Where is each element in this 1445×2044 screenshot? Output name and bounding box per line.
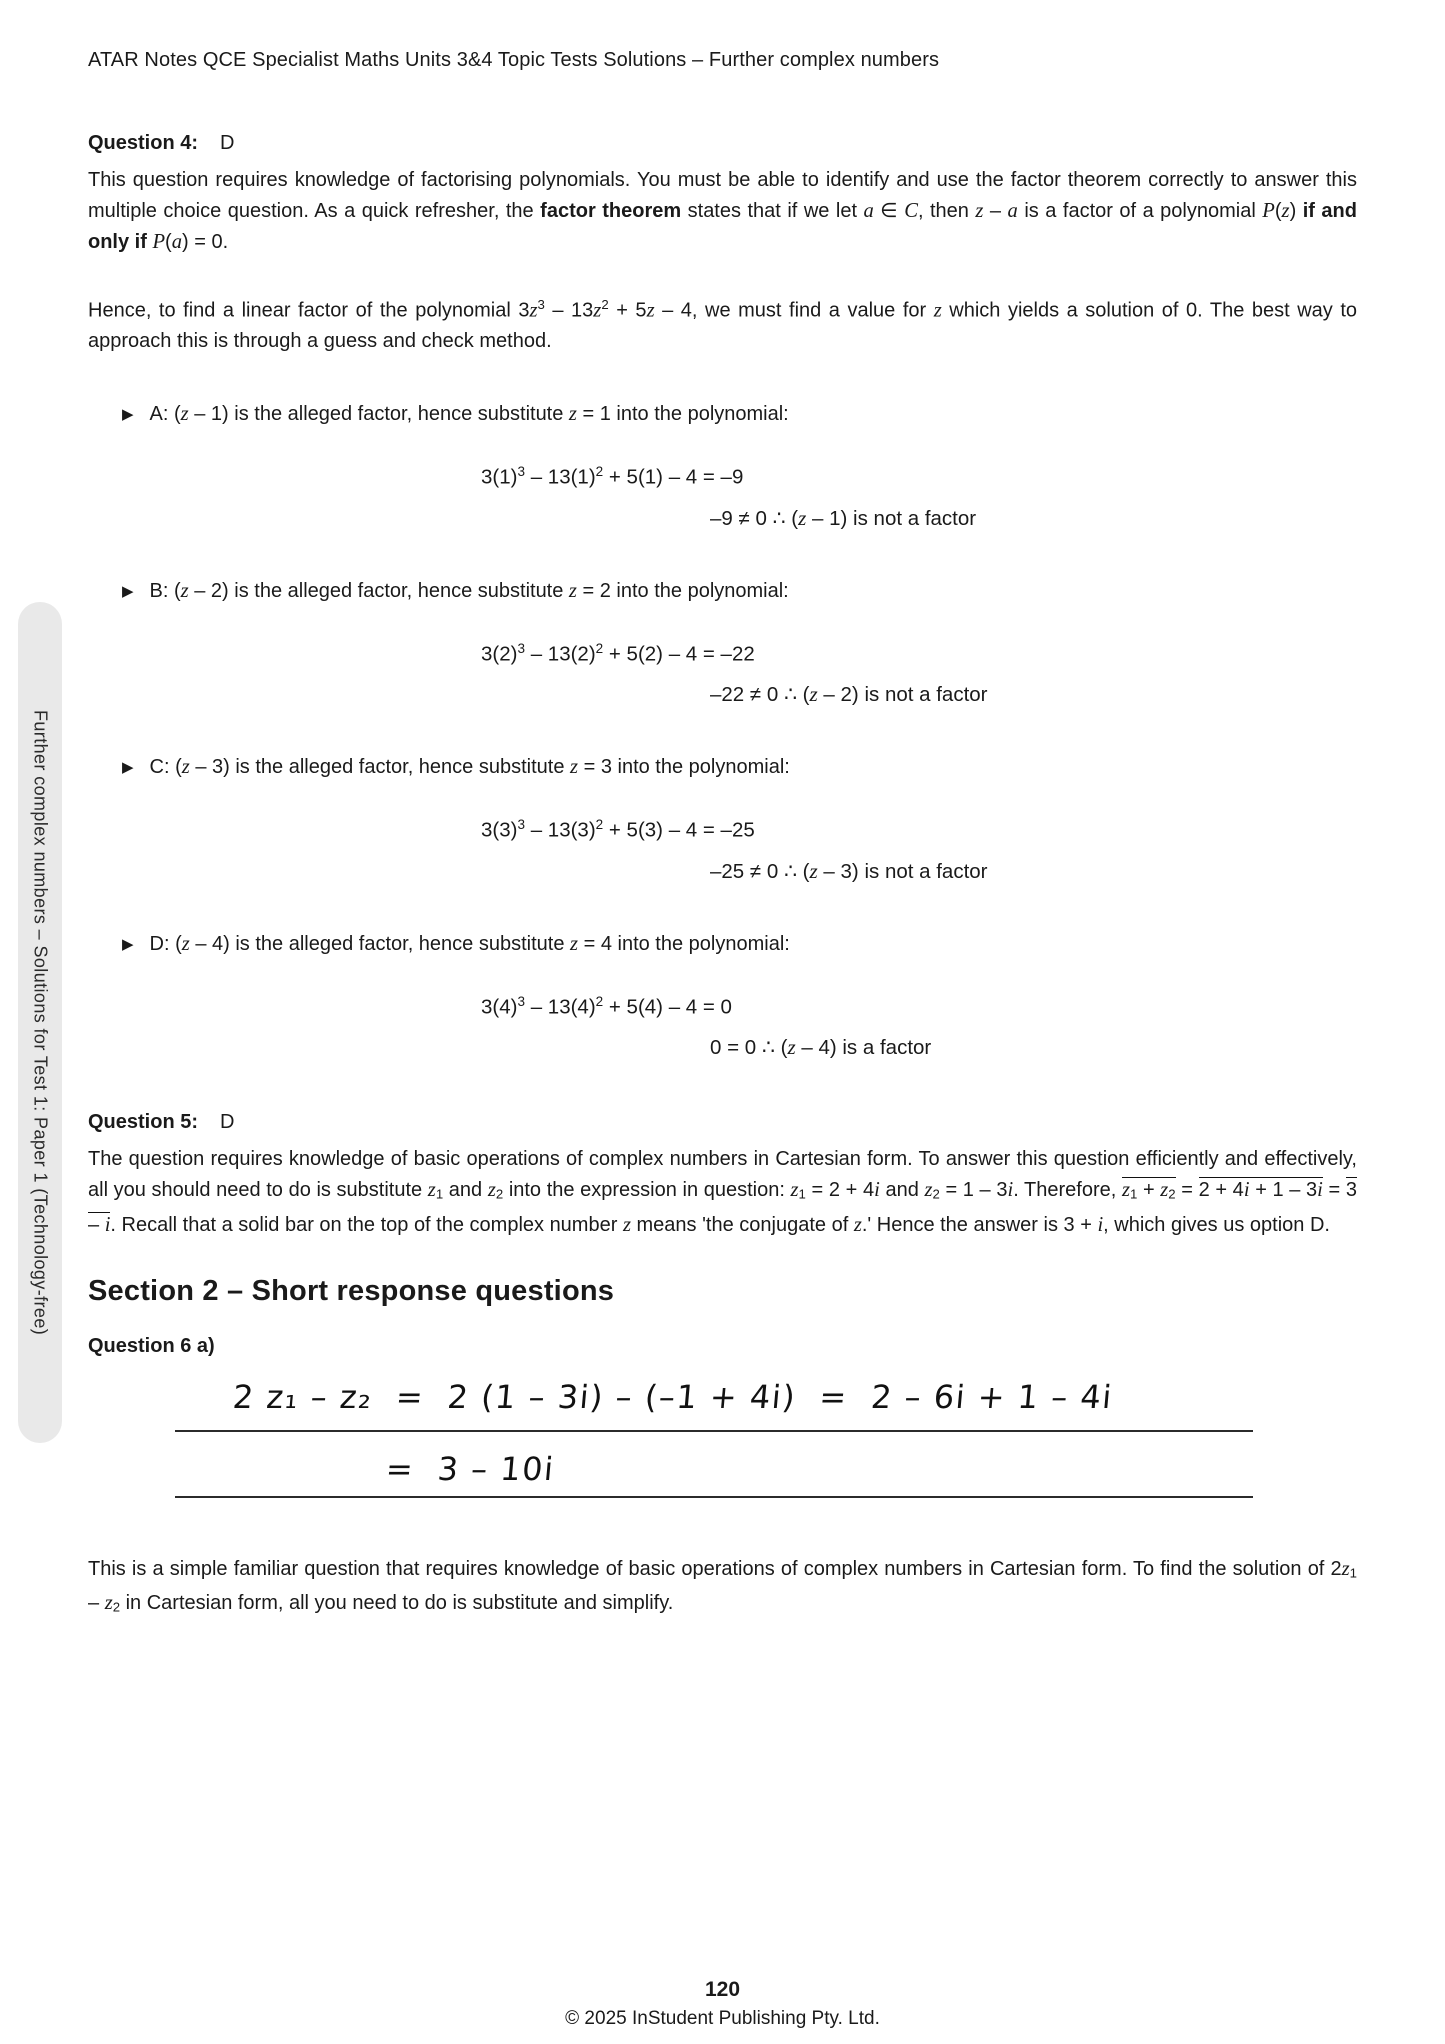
option-d-line — [122, 929, 1357, 960]
question4-intro: This question requires knowledge of factorising polynomials. You must be able to identify and use the factor theorem correctly to answer this multiple choice question. As a quick refresher, the factor theorem states that if we let a ∈ C, then z – a is a factor of a polynomial P(z) if and only if P(a) = 0. — [88, 169, 1357, 253]
option-a-equation: $3(1)^3 - 13(1)^2 + 5(1) - 4 = -9$ — [481, 464, 744, 489]
handwritten-working-text-2: = 3 – 10i — [384, 1449, 557, 1488]
option-d-text: D: (z – 4) is the alleged factor, hence substitute z = 4 into the polynomial: — [149, 932, 790, 955]
section2-heading: Section 2 – Short response questions — [88, 1274, 615, 1307]
option-b-block — [88, 576, 1357, 710]
bullet-triangle-icon: ▶ — [122, 582, 134, 600]
question4-label: Question 4: — [88, 132, 199, 154]
question6-explanation: This is a simple familiar question that requires knowledge of basic operations of complex numbers in Cartesian form. To find the solution of $2z_1 - z_2$ in Cartesian form, all you need to do is substitute and simplify. — [88, 1557, 1357, 1615]
bullet-triangle-icon: ▶ — [122, 759, 134, 777]
question5-label: Question 5: — [88, 1111, 199, 1133]
question5-body: The question requires knowledge of basic operations of complex numbers in Cartesian form. To answer this question efficiently and effectively, all you should need to do is substitute $z_1$ and $z_2$ into the expression in question: $z_1 = 2 + 4i$ and $z_2 = 1 - 3i$. Therefore, $z_1 + z_2 = 2 + 4i + 1 - 3i = 3 - i$. Recall that a solid bar on the top of the complex number z means 'the conjugate of z.' Hence the answer is 3 + i, which gives us option D. — [88, 1148, 1357, 1236]
question4-hence: Hence, to find a linear factor of the polynomial $3z^3 - 13z^2 + 5z - 4$, we must find a value for z which yields a solution of 0. The best way to approach this is through a guess and check method. — [88, 297, 1358, 353]
option-d-block — [88, 929, 1357, 1063]
handwritten-working-text-1: 2 z₁ – z₂ = 2 (1 – 3i) – (–1 + 4i) = 2 – 6i + 1 – 4i — [231, 1377, 1115, 1416]
bullet-triangle-icon: ▶ — [122, 406, 134, 424]
option-c-text: C: (z – 3) is the alleged factor, hence substitute z = 3 into the polynomial: — [149, 756, 790, 779]
option-b-text: B: (z – 2) is the alleged factor, hence substitute z = 2 into the polynomial: — [149, 579, 789, 602]
option-c-line — [122, 752, 1357, 783]
page-footer — [0, 1977, 1445, 2032]
option-b-line — [122, 576, 1357, 607]
handwritten-working-line-2 — [175, 1450, 1253, 1498]
side-tab-label: Further complex numbers – Solutions for Test 1: Paper 1 (Technology-free) — [30, 709, 51, 1336]
option-a-block — [88, 399, 1357, 533]
bullet-triangle-icon: ▶ — [122, 935, 134, 953]
question4-answer: D — [220, 132, 235, 154]
option-a-line — [122, 399, 1357, 430]
option-c-block — [88, 752, 1357, 886]
page-header-title: ATAR Notes QCE Specialist Maths Units 3&4 Topic Tests Solutions – Further complex numbers — [88, 49, 940, 71]
page-number: 120 — [704, 1978, 741, 2001]
question4-heading — [88, 128, 1357, 159]
option-c-equation: $3(3)^3 - 13(3)^2 + 5(3) - 4 = -25$ — [481, 817, 755, 842]
option-a-text: A: (z – 1) is the alleged factor, hence substitute z = 1 into the polynomial: — [149, 403, 789, 426]
question5-heading — [88, 1107, 1357, 1138]
question6-label: Question 6 a) — [88, 1334, 215, 1357]
question5-answer: D — [220, 1111, 235, 1133]
option-c-conclusion: –25 ≠ 0 ∴ (z – 3) is not a factor — [710, 858, 988, 883]
option-b-equation: $3(2)^3 - 13(2)^2 + 5(2) - 4 = -22$ — [481, 640, 755, 666]
copyright-text: © 2025 InStudent Publishing Pty. Ltd. — [565, 2008, 880, 2029]
handwritten-working-line-1 — [175, 1378, 1253, 1432]
option-d-equation: $3(4)^3 - 13(4)^2 + 5(4) - 4 = 0$ — [481, 993, 732, 1018]
option-a-conclusion: –9 ≠ 0 ∴ (z – 1) is not a factor — [710, 505, 977, 530]
option-d-conclusion: 0 = 0 ∴ (z – 4) is a factor — [710, 1035, 932, 1059]
option-b-conclusion: –22 ≠ 0 ∴ (z – 2) is not a factor — [710, 682, 988, 707]
